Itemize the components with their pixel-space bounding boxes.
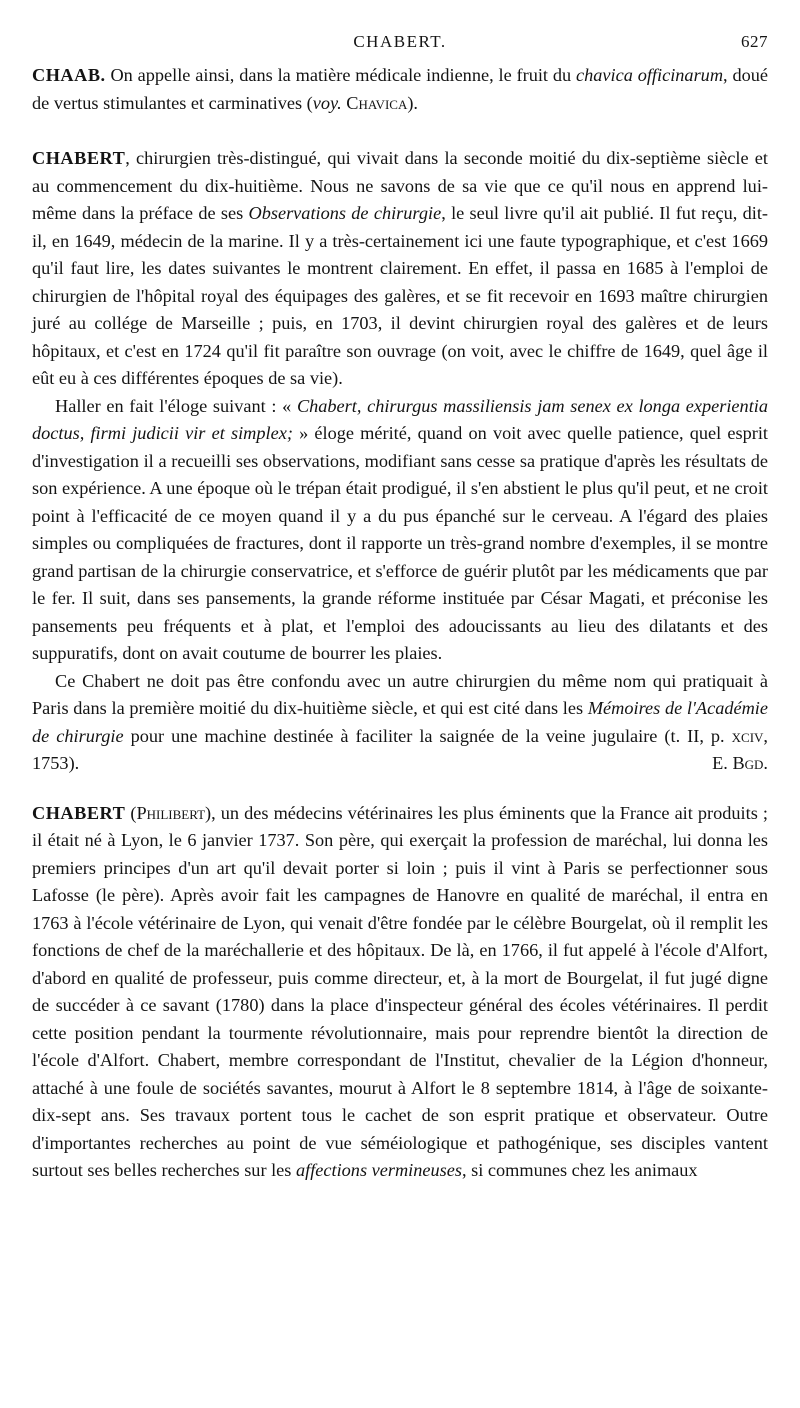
- entry-chabert-surgeon-p1-text-a: , chirurgien très-distingué, qui vivait dans la seconde moitié du dix-septième siècle et au commencement du dix-huitième. Nous ne savons de sa vie que ce qu'il nous en apprend lui-même dans la préface de ses: [32, 148, 768, 223]
- entry-chaab-italic-2: voy.: [312, 92, 342, 113]
- entry-chaab-text-4: ).: [407, 92, 419, 113]
- entry-chabert-veterinarian-text-1: (: [125, 802, 137, 823]
- entry-chabert-veterinarian-italic: affections vermineuses: [295, 1160, 462, 1180]
- entry-chaab-text-2: , doué de vertus stimulantes et carminatives (: [32, 65, 768, 113]
- page: [32, 28, 768, 1185]
- entry-chabert-surgeon-p3-text-b: pour une machine destinée à faciliter la saignée de la veine jugulaire (t. II, p.: [123, 725, 732, 746]
- entry-chabert-surgeon-p2-text-a: Haller en fait l'éloge suivant : «: [55, 395, 297, 416]
- entry-chabert-veterinarian-headword: CHABERT: [32, 802, 126, 823]
- entry-chabert-veterinarian-paragraph: [32, 800, 768, 1185]
- entry-chaab-text-1: On appelle ainsi, dans la matière médicale indienne, le fruit du: [105, 65, 577, 85]
- entry-separator: [32, 778, 768, 800]
- entry-chabert-surgeon-p3-text-c: , 1753).: [32, 725, 768, 773]
- running-head: [32, 28, 768, 62]
- entry-chaab-headword: CHAAB.: [32, 65, 106, 85]
- entry-chaab-crossref: Chavica: [346, 92, 408, 113]
- entry-chabert-surgeon-paragraph-3: [32, 668, 768, 778]
- entry-chabert-surgeon-p1-italic: Observations de chirurgie: [248, 203, 442, 223]
- entry-chabert-veterinarian-text-3: , si communes chez les animaux: [462, 1160, 698, 1180]
- entry-chabert-veterinarian: [32, 800, 768, 1185]
- entry-chabert-surgeon-p2-text-b: » éloge mérité, quand on voit avec quelle patience, quel esprit d'investigation il a recueilli ses observations, modifiant sans cesse sa pratique d'après les résultats de son expérience. A une époque où le trépan était prodigué, il s'en abstient le plus qu'il peut, et ne croit point à l'efficacité de ce moyen quand il y a du pus épanché sur le cerveau. A l'égard des plaies simples ou compliquées de fractures, dont il rapporte un très-grand nombre d'exemples, il se montre grand partisan de la chirurgie conservatrice, et s'efforce de guérir plutôt par les médicaments que par le fer. Il suit, dans ses pansements, la grande réforme instituée par César Magati, et préconise les pansements peu fréquents et à plat, et l'emploi des adoucissants au lieu des dilatants et des suppuratifs, dont on avait coutume de bourrer les plaies.: [32, 423, 768, 663]
- entry-chabert-veterinarian-given-name: Philibert: [136, 802, 206, 823]
- entry-separator: [32, 117, 768, 145]
- entry-chabert-surgeon-headword: CHABERT: [32, 148, 126, 168]
- entry-chaab: [32, 62, 768, 117]
- entry-chabert-surgeon-p1-text-b: , le seul livre qu'il ait publié. Il fut reçu, dit-il, en 1649, médecin de la marine. Il y a très-certainement ici une faute typographique, et c'est 1669 qu'il faut lire, les dates suivantes le montrent clairement. En effet, il passa en 1685 à l'emploi de chirurgien de l'hôpital royal des équipages des galères, et se fit recevoir en 1693 maître chirurgien juré au collége de Marseille ; puis, en 1703, il devint chirurgien royal des galères et de leurs hôpitaux, et c'est en 1724 qu'il fit paraître son ouvrage (on voit, avec le chiffre de 1649, quel âge il eût eu à ces différentes époques de sa vie).: [32, 203, 768, 388]
- entry-chabert-surgeon-paragraph-1: [32, 145, 768, 393]
- entry-chabert-veterinarian-text-2: ), un des médecins vétérinaires les plus éminents que la France ait produits ; il était né à Lyon, le 6 janvier 1737. Son père, qui exerçait la profession de maréchal, lui donna les premiers principes d'un art qu'il devait porter si loin ; puis il vint à Paris se perfectionner sous Lafosse (le père). Après avoir fait les campagnes de Hanovre en qualité de maréchal, il entra en 1763 à l'école vétérinaire de Lyon, qui venait d'être fondée par le célèbre Bourgelat, où il remplit les fonctions de chef de la maréchallerie et des hôpitaux. De là, en 1766, il fut appelé à l'école d'Alfort, d'abord en qualité de professeur, puis comme directeur, et, à la mort de Bourgelat, il fut jugé digne de succéder à ce savant (1780) dans la place d'inspecteur général des écoles vétérinaires. Il perdit cette position pendant la tourmente révolutionnaire, mais pour reprendre bientôt la direction de l'école d'Alfort. Chabert, membre correspondant de l'Institut, chevalier de la Légion d'honneur, attaché à une foule de sociétés savantes, mourut à Alfort le 8 septembre 1814, à l'âge de soixante-dix-sept ans. Ses travaux portent tous le cachet de son esprit pratique et observateur. Outre d'importantes recherches au point de vue séméiologique et pathogénique, ses disciples vantent surtout ses belles recherches sur les: [32, 802, 768, 1180]
- entry-chaab-italic-1: chavica officinarum: [576, 65, 724, 85]
- entry-chabert-surgeon-p3-text-a: Ce Chabert ne doit pas être confondu avec un autre chirurgien du même nom qui pratiquait à Paris dans la première moitié du dix-huitième siècle, et qui est cité dans les: [32, 670, 768, 718]
- entry-chaab-paragraph: [32, 62, 768, 117]
- running-title: CHABERT.: [353, 32, 447, 51]
- entry-chabert-surgeon-paragraph-2: [32, 393, 768, 668]
- entry-chabert-surgeon: [32, 145, 768, 778]
- entry-chabert-surgeon-p3-italic: Mémoires de l'Académie de chirurgie: [32, 698, 768, 746]
- entry-chabert-surgeon-p3-roman: xciv: [731, 725, 764, 746]
- page-number: 627: [741, 32, 768, 51]
- author-signature: E. Bgd.: [712, 753, 768, 773]
- entry-chabert-surgeon-p2-quote: Chabert, chirurgus massiliensis jam senex ex longa experientia doctus, firmi judicii vir et simplex;: [32, 395, 768, 443]
